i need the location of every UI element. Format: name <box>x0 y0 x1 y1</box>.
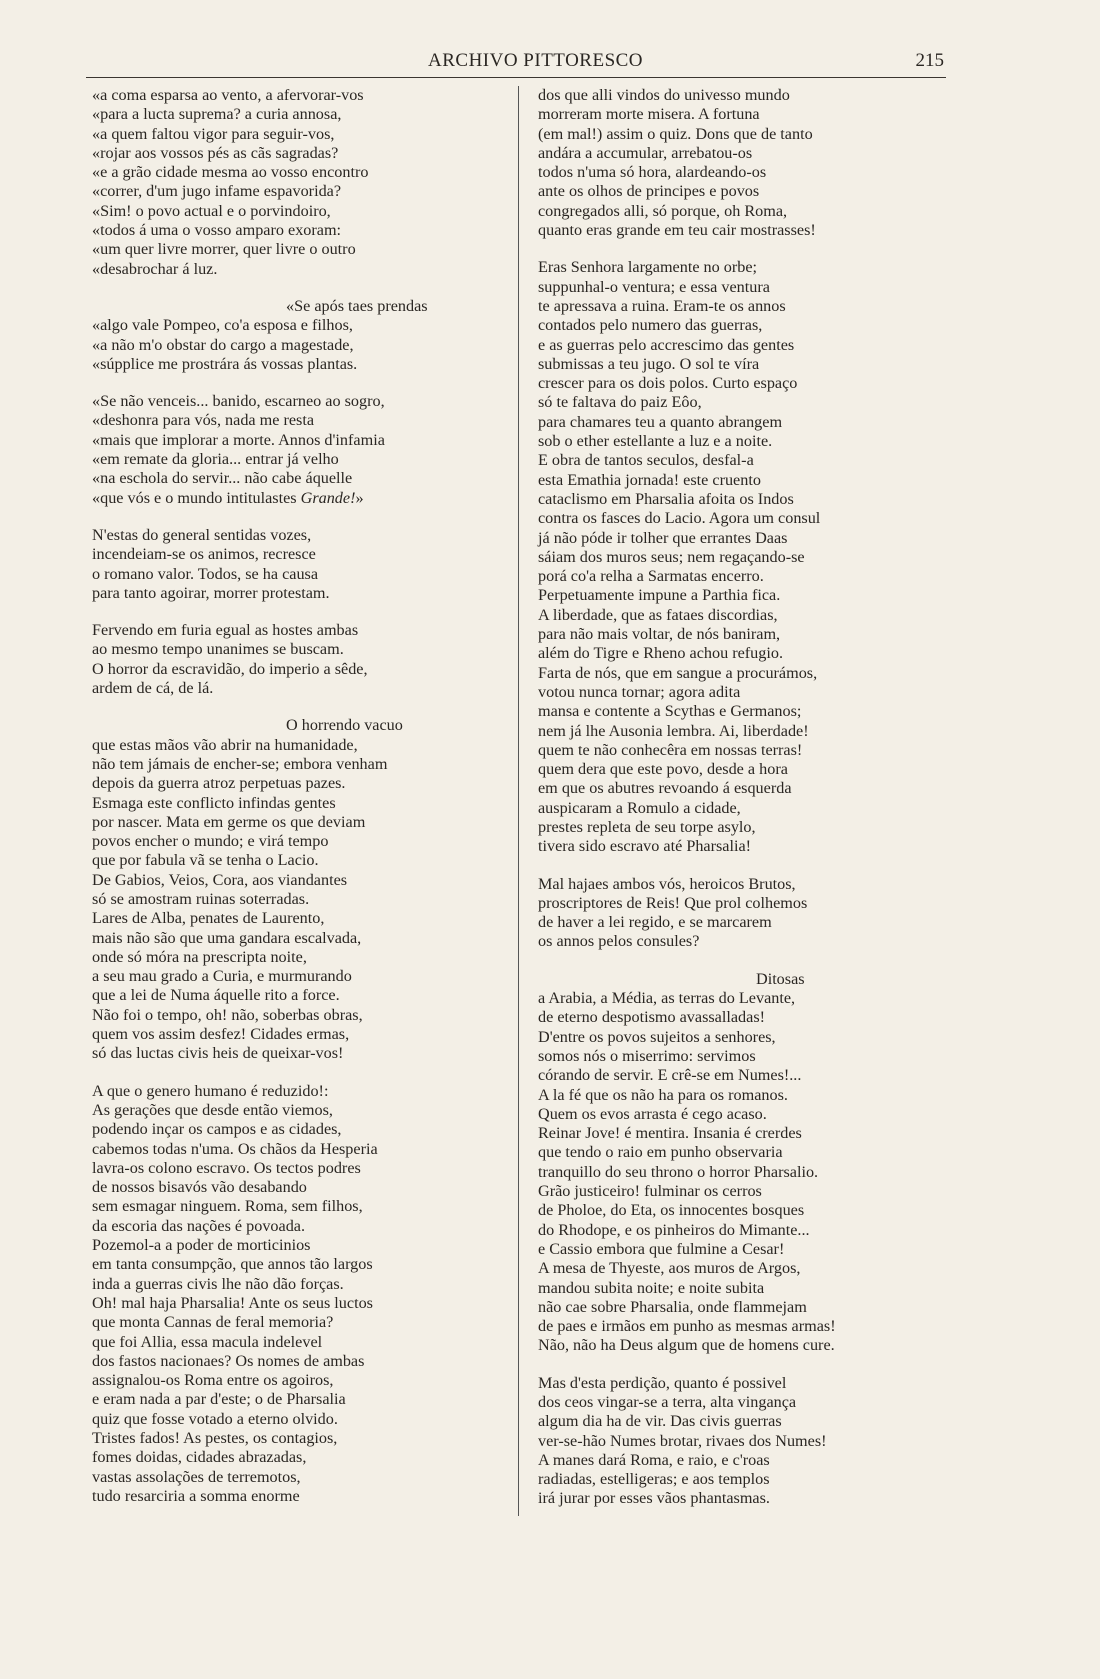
verse-line: de eterno despotismo avassalladas! <box>538 1008 766 1027</box>
verse-line: De Gabios, Veios, Cora, aos viandantes <box>92 870 348 889</box>
verse-line: sem esmagar ninguem. Roma, sem filhos, <box>92 1197 363 1216</box>
verse-line: dos ceos vingar-se a terra, alta vingança <box>538 1393 797 1411</box>
verse-line: algum dia ha de vir. Das civis guerras <box>538 1412 782 1431</box>
stanza <box>92 86 510 279</box>
verse-line: Perpetuamente impune a Parthia fica. <box>538 586 781 605</box>
stanza <box>92 392 510 508</box>
verse-line: esta Emathia jornada! este cruento <box>538 470 761 489</box>
verse-line: quiz que fosse votado a eterno olvido. <box>92 1409 338 1428</box>
verse-line: para tanto agoirar, morrer protestam. <box>92 583 330 602</box>
verse-line: «súpplice me prostrára ás vossas plantas. <box>92 354 358 373</box>
verse-line: incendeiam-se os animos, recresce <box>92 545 316 564</box>
verse-line: quem dera que este povo, desde a hora <box>538 760 788 779</box>
stanza <box>92 297 510 374</box>
journal-title: ARCHIVO PITTORESCO <box>428 50 644 71</box>
verse-line: e as guerras pelo accrescimo das gentes <box>538 335 795 354</box>
stanza <box>538 86 948 240</box>
verse-line: «a não m'o obstar do cargo a magestade, <box>92 335 354 354</box>
verse-line: Mal hajaes ambos vós, heroicos Brutos, <box>538 874 796 893</box>
verse-line: quem te não conhecêra em nossas terras! <box>538 740 803 759</box>
verse-line: do Rhodope, e os pinheiros do Mimante... <box>538 1220 810 1239</box>
verse-line: radiadas, estelligeras; e aos templos <box>538 1470 770 1489</box>
verse-line: «correr, d'um jugo infame espavorida? <box>92 182 342 201</box>
verse-line: onde só móra na prescripta noite, <box>92 947 307 966</box>
verse-line: de paes e irmãos em punho as mesmas armas! <box>538 1317 836 1336</box>
verse-line: Não foi o tempo, oh! não, soberbas obras, <box>92 1005 363 1024</box>
verse-line: podendo inçar os campos e as cidades, <box>92 1120 342 1139</box>
verse-line: dos que alli vindos do univesso mundo <box>538 86 790 104</box>
verse-line: e eram nada a par d'este; o de Pharsalia <box>92 1390 346 1409</box>
left-column <box>92 86 510 1524</box>
stanza <box>538 1374 948 1509</box>
verse-line: A la fé que os não ha para os romanos. <box>538 1085 788 1104</box>
verse-line: povos encher o mundo; e virá tempo <box>92 832 329 851</box>
verse-line: inda a guerras civis lhe não dão forças. <box>92 1274 344 1293</box>
verse-line: Lares de Alba, penates de Laurento, <box>92 909 325 928</box>
verse-line: A manes dará Roma, e raio, e c'roas <box>538 1450 770 1469</box>
stanza <box>538 970 948 1356</box>
verse-line: quanto eras grande em teu cair mostrasses! <box>538 221 816 240</box>
stanza <box>538 875 948 952</box>
verse-line: não tem jámais de encher-se; embora venham <box>92 754 388 773</box>
running-header <box>88 50 944 78</box>
verse-line: A mesa de Thyeste, aos muros de Argos, <box>538 1259 801 1278</box>
verse-line: somos nós o miserrimo: servimos <box>538 1046 756 1065</box>
verse-line: Grão justiceiro! fulminar os cerros <box>538 1182 762 1201</box>
verse-line: todos n'uma só hora, alardeando-os <box>538 163 767 182</box>
verse-line: Reinar Jove! é mentira. Insania é crerdes <box>538 1124 802 1143</box>
verse-line: suppunhal-o ventura; e essa ventura <box>538 277 770 296</box>
verse-line: tudo resarciria a somma enorme <box>92 1486 300 1505</box>
verse-line: por nascer. Mata em germe os que deviam <box>92 812 366 831</box>
right-column <box>538 86 948 1527</box>
stanza <box>538 258 948 856</box>
verse-line: «deshonra para vós, nada me resta <box>92 411 315 430</box>
verse-line: a seu mau grado a Curia, e murmurando <box>92 967 352 986</box>
verse-line: tranquillo do seu throno o horror Pharsalio. <box>538 1162 819 1181</box>
verse-line: ardem de cá, de lá. <box>92 679 214 698</box>
verse-line: que a lei de Numa áquelle rito a force. <box>92 986 340 1005</box>
verse-line: para não mais voltar, de nós baniram, <box>538 625 781 644</box>
verse-line: contra os fasces do Lacio. Agora um consul <box>538 509 821 528</box>
verse-line: porá co'a relha a Sarmatas encerro. <box>538 567 764 586</box>
verse-line: «Se não venceis... banido, escarneo ao sogro, <box>92 392 385 411</box>
verse-line: congregados alli, só porque, oh Roma, <box>538 201 788 220</box>
verse-line: sáiam dos muros seus; nem regaçando-se <box>538 547 805 566</box>
verse-line: «para a lucta suprema? a curia annosa, <box>92 105 342 124</box>
verse-line: submissas a teu jugo. O sol te víra <box>538 354 760 373</box>
verse-line: mais não são que uma gandara escalvada, <box>92 928 362 947</box>
verse-line: só das luctas civis heis de queixar-vos! <box>92 1044 344 1063</box>
verse-line: assignalou-os Roma entre os agoiros, <box>92 1371 334 1390</box>
verse-line: Não, não ha Deus algum que de homens cure. <box>538 1336 835 1355</box>
verse-line: dos fastos nacionaes? Os nomes de ambas <box>92 1351 365 1370</box>
verse-line: mansa e contente a Scythas e Germanos; <box>538 702 802 721</box>
verse-line: Pozemol-a a poder de morticinios <box>92 1236 311 1255</box>
verse-line: já não póde ir tolher que errantes Daas <box>538 528 788 547</box>
verse-line: só te faltava do paiz Eôo, <box>538 393 702 412</box>
column-divider <box>518 86 519 1516</box>
verse-line: vastas assolações de terremotos, <box>92 1467 301 1486</box>
verse-line: A que o genero humano é reduzido!: <box>92 1081 329 1100</box>
verse-line: a Arabia, a Média, as terras do Levante, <box>538 989 796 1008</box>
stanza <box>92 526 510 603</box>
verse-line: «algo vale Pompeo, co'a esposa e filhos, <box>92 316 353 335</box>
verse-line: Oh! mal haja Pharsalia! Ante os seus luctos <box>92 1293 373 1312</box>
verse-line: tivera sido escravo até Pharsalia! <box>538 837 752 856</box>
verse-line: que por fabula vã se tenha o Lacio. <box>92 851 319 870</box>
verse-line: que foi Allia, essa macula indelevel <box>92 1332 323 1351</box>
verse-line: em que os abutres revoando á esquerda <box>538 779 792 798</box>
verse-line: da escoria das nações é povoada. <box>92 1216 306 1235</box>
verse-line: te apressava a ruina. Eram-te os annos <box>538 296 786 315</box>
verse-line: que tendo o raio em punho observaria <box>538 1143 783 1162</box>
verse-line: «rojar aos vossos pés as cãs sagradas? <box>92 143 339 162</box>
verse-line: ante os olhos de principes e povos <box>538 182 760 201</box>
page-number: 215 <box>915 50 944 71</box>
verse-line: (em mal!) assim o quiz. Dons que de tanto <box>538 124 813 143</box>
verse-line: de nossos bisavós vão desabando <box>92 1178 307 1197</box>
verse-line: «a coma esparsa ao vento, a afervorar-vos <box>92 86 364 104</box>
verse-line: Farta de nós, que em sangue a procurámos, <box>538 663 818 682</box>
verse-line: que estas mãos vão abrir na humanidade, <box>92 735 358 754</box>
verse-line: mandou subita noite; e noite subita <box>538 1278 765 1297</box>
verse-line: de haver a lei regido, e se marcarem <box>538 913 772 932</box>
verse-line: «na eschola do servir... não cabe áquelle <box>92 469 353 488</box>
verse-line: sob o ether estellante a luz e a noite. <box>538 432 773 451</box>
verse-line: de Pholoe, do Eta, os innocentes bosques <box>538 1201 805 1220</box>
verse-line: ao mesmo tempo unanimes se buscam. <box>92 640 344 659</box>
verse-line: Mas d'esta perdição, quanto é possivel <box>538 1373 787 1392</box>
verse-line: não cae sobre Pharsalia, onde flammejam <box>538 1297 807 1316</box>
verse-line: «a quem faltou vigor para seguir-vos, <box>92 124 335 143</box>
verse-line: depois da guerra atroz perpetuas pazes. <box>92 774 346 793</box>
verse-line: morreram morte misera. A fortuna <box>538 105 760 124</box>
stanza <box>92 1082 510 1507</box>
verse-line: que monta Cannas de feral memoria? <box>92 1313 334 1332</box>
emphasized-word: Grande! <box>300 488 356 507</box>
verse-line: lavra-os colono escravo. Os tectos podres <box>92 1158 361 1177</box>
verse-line: As gerações que desde então viemos, <box>92 1100 333 1119</box>
verse-line: «em remate da gloria... entrar já velho <box>92 450 339 469</box>
verse-line: prestes repleta de seu torpe asylo, <box>538 817 756 836</box>
verse-line: Eras Senhora largamente no orbe; <box>538 258 758 277</box>
verse-line: o romano valor. Todos, se ha causa <box>92 564 319 583</box>
verse-line: contados pelo numero das guerras, <box>538 316 763 335</box>
verse-line: «e a grão cidade mesma ao vosso encontro <box>92 163 369 182</box>
verse-line: O horror da escravidão, do imperio a sêde, <box>92 659 368 678</box>
verse-line: cataclismo em Pharsalia afoita os Indos <box>538 489 794 508</box>
verse-line: «todos á uma o vosso amparo exoram: <box>92 221 342 240</box>
verse-line: irá jurar por esses vãos phantasmas. <box>538 1489 770 1508</box>
closing-quote: » <box>355 488 364 507</box>
verse-line: «Sim! o povo actual e o porvindoiro, <box>92 201 331 220</box>
verse-line: crescer para os dois polos. Curto espaço <box>538 374 798 393</box>
verse-line: «que vós e o mundo intitulastes Grande!» <box>92 488 364 507</box>
verse-line: córando de servir. E crê-se em Numes!... <box>538 1066 802 1085</box>
verse-line: votou nunca tornar; agora adita <box>538 682 741 701</box>
verse-line: D'entre os povos sujeitos a senhores, <box>538 1027 776 1046</box>
verse-line: só se amostram ruinas soterradas. <box>92 889 310 908</box>
verse-line: além do Tigre e Rheno achou refugio. <box>538 644 784 663</box>
verse-line: cabemos todas n'uma. Os chãos da Hesperia <box>92 1139 378 1158</box>
verse-line: «um quer livre morrer, quer livre o outro <box>92 240 356 259</box>
stanza <box>92 621 510 698</box>
verse-line: ver-se-hão Numes brotar, rivaes dos Numes! <box>538 1431 827 1450</box>
header-rule <box>86 77 946 78</box>
verse-line: Fervendo em furia egual as hostes ambas <box>92 621 359 640</box>
verse-line: em tanta consumpção, que annos tão largos <box>92 1255 373 1274</box>
verse-line: Esmaga este conflicto infindas gentes <box>92 793 336 812</box>
verse-line: e Cassio embora que fulmine a Cesar! <box>538 1239 785 1258</box>
verse-line: «desabrochar á luz. <box>92 259 218 278</box>
verse-line: Tristes fados! As pestes, os contagios, <box>92 1429 338 1447</box>
verse-line: «Se após taes prendas <box>286 296 428 315</box>
verse-line: para chamares teu a quanto abrangem <box>538 412 783 431</box>
verse-line: E obra de tantos seculos, desfal-a <box>538 451 754 470</box>
verse-line: N'estas do general sentidas vozes, <box>92 525 312 544</box>
verse-line: auspicaram a Romulo a cidade, <box>538 798 741 817</box>
verse-line: proscriptores de Reis! Que prol colhemos <box>538 893 808 912</box>
verse-line: fomes doidas, cidades abrazadas, <box>92 1448 307 1467</box>
verse-line: Ditosas <box>756 969 805 988</box>
verse-line: nem já lhe Ausonia lembra. Ai, liberdade! <box>538 721 809 740</box>
verse-line: «mais que implorar a morte. Annos d'infamia <box>92 430 385 449</box>
verse-line: os annos pelos consules? <box>538 932 700 951</box>
stanza <box>92 716 510 1063</box>
verse-line: Quem os evos arrasta é cego acaso. <box>538 1104 767 1123</box>
verse-line: andára a accumular, arrebatou-os <box>538 143 753 162</box>
verse-line: quem vos assim desfez! Cidades ermas, <box>92 1025 350 1044</box>
verse-line: O horrendo vacuo <box>286 716 403 735</box>
verse-line: A liberdade, que as fataes discordias, <box>538 605 778 624</box>
